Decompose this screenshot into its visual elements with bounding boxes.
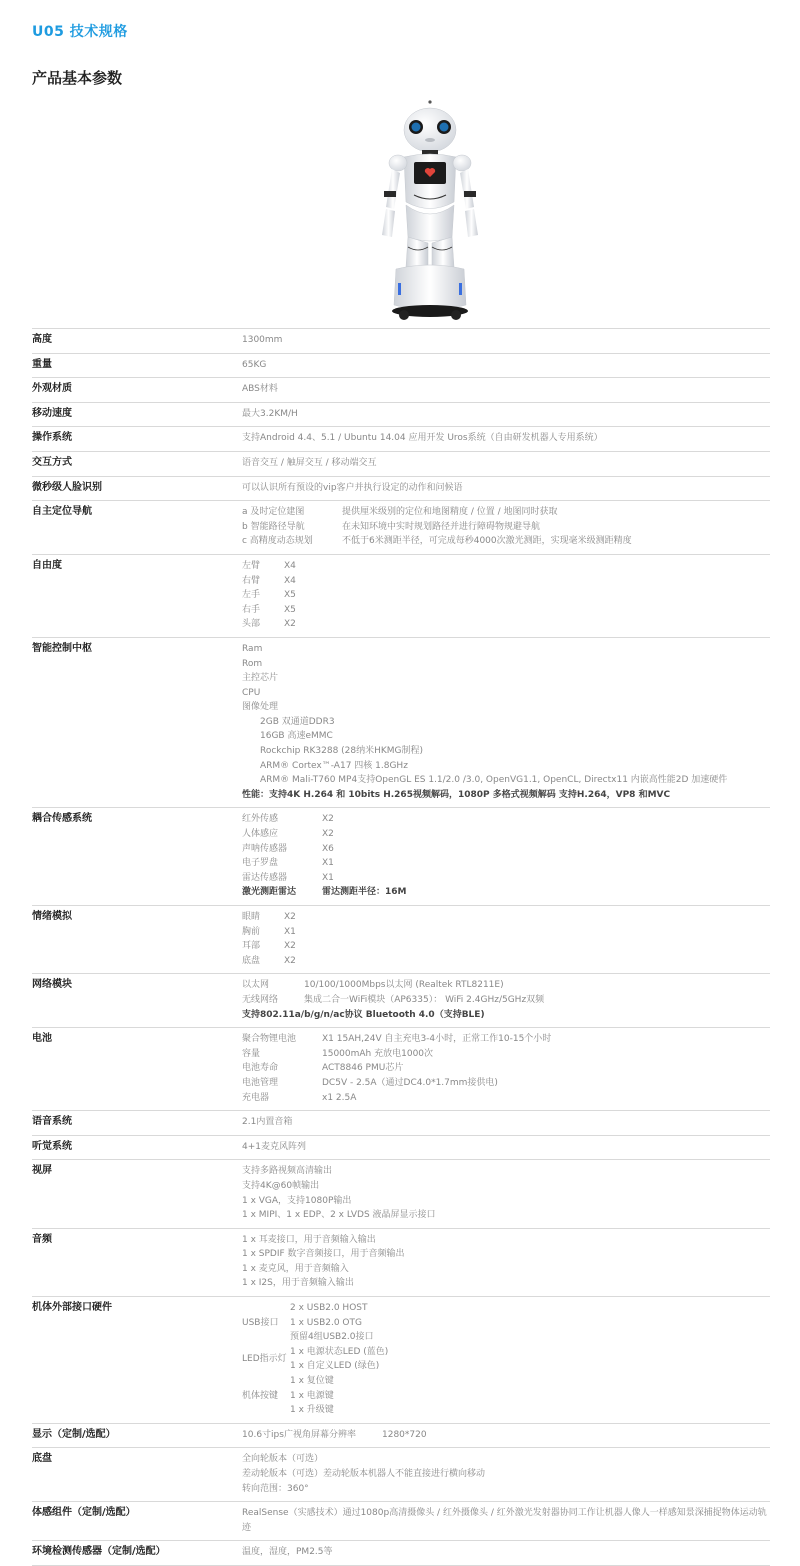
spec-line: 1 x SPDIF 数字音频接口，用于音频输出 (242, 1249, 405, 1260)
sub-value: X5 (284, 604, 296, 615)
sub-key: 电池寿命 (242, 1063, 279, 1074)
screen-resolution: 1280*720 (382, 1429, 427, 1440)
spec-label: 耦合传感系统 (32, 808, 242, 906)
spec-label: 微秒级人脸识别 (32, 476, 242, 501)
spec-row-control (32, 637, 770, 808)
sub-value: ARM® Mali-T760 MP4支持OpenGL ES 1.1/2.0 /3.0, OpenVG1.1, OpenCL, Directx11 内嵌高性能2D 加速硬件 (260, 775, 728, 786)
spec-row-face (32, 476, 770, 501)
spec-row-audio (32, 1228, 770, 1296)
sub-value: X2 (284, 912, 296, 922)
spec-label: 语音系统 (32, 1111, 242, 1136)
sub-key: 电子罗盘 (242, 858, 279, 869)
sub-key: 左臂 (242, 560, 261, 571)
sub-value: X1 15AH,24V 自主充电3-4小时，正常工作10-15个小时 (322, 1034, 552, 1045)
spec-label: 操作系统 (32, 427, 242, 452)
spec-label: 电池 (32, 1028, 242, 1111)
spec-label: 智能控制中枢 (32, 637, 242, 808)
spec-value (242, 906, 770, 974)
sub-value: X2 (284, 941, 296, 952)
spec-line: 1 x 麦克风，用于音频输入 (242, 1263, 349, 1274)
spec-line: 1 x MIPI、1 x EDP、2 x LVDS 液晶屏显示接口 (242, 1210, 436, 1221)
port-value: 1 x 电源键 (290, 1390, 334, 1401)
sub-value: DC5V - 2.5A（通过DC4.0*1.7mm接供电) (322, 1077, 498, 1088)
spec-row-hearing (32, 1135, 770, 1160)
port-value: 1 x 电源状态LED (蓝色) (290, 1346, 389, 1357)
sub-key: c 高精度动态规划 (242, 536, 313, 547)
spec-row-interaction (32, 451, 770, 476)
spec-label: 外观材质 (32, 378, 242, 403)
spec-value (242, 637, 770, 808)
spec-value: RealSense（实感技术）通过1080p高清摄像头 / 红外摄像头 / 红外激光发射器协同工作让机器人像人一样感知景深捕捉物体运动轨迹 (242, 1502, 770, 1541)
sub-value: X5 (284, 590, 296, 601)
sub-key: 电池管理 (242, 1077, 279, 1088)
spec-value: 65KG (242, 353, 770, 378)
robot-product-image (342, 97, 462, 325)
spec-line: 支持4K@60帧输出 (242, 1180, 320, 1191)
spec-row-os (32, 427, 770, 452)
spec-table (32, 328, 770, 1566)
sub-key: 激光测距雷达 (242, 887, 297, 898)
spec-value (242, 501, 770, 555)
spec-value (242, 1160, 770, 1228)
spec-line: 转向范围：360° (242, 1483, 309, 1494)
sub-key: 左手 (242, 590, 261, 601)
spec-row-height (32, 329, 770, 354)
sub-key: a 及时定位建图 (242, 507, 305, 518)
sub-value: x1 2.5A (322, 1092, 357, 1103)
spec-value (242, 974, 770, 1028)
sub-value: X1 (322, 858, 334, 869)
sub-key: 眼睛 (242, 912, 261, 922)
sub-key: b 智能路径导航 (242, 521, 305, 532)
sub-key: 头部 (242, 619, 261, 630)
spec-label: 交互方式 (32, 451, 242, 476)
spec-value (242, 808, 770, 906)
spec-row-emotion (32, 906, 770, 974)
spec-row-sensors (32, 808, 770, 906)
sub-key: 耳部 (242, 941, 261, 952)
spec-line: 1 x VGA，支持1080P输出 (242, 1195, 352, 1206)
sub-key: CPU (242, 687, 261, 698)
spec-label: 音频 (32, 1228, 242, 1296)
sub-value: Rockchip RK3288 (28纳米HKMG制程) (260, 746, 424, 757)
spec-row-speed (32, 402, 770, 427)
spec-row-somatic (32, 1502, 770, 1541)
spec-label: 显示（定制/选配） (32, 1423, 242, 1448)
spec-label: 移动速度 (32, 402, 242, 427)
spec-row-screen (32, 1423, 770, 1448)
sub-value: ACT8846 PMU芯片 (322, 1063, 404, 1074)
spec-label: 听觉系统 (32, 1135, 242, 1160)
spec-line: 全向轮版本（可选） (242, 1454, 324, 1465)
spec-label: 高度 (32, 329, 242, 354)
spec-label: 自由度 (32, 554, 242, 637)
port-value: 1 x USB2.0 OTG (290, 1317, 362, 1328)
port-key: LED指示灯 (242, 1354, 287, 1365)
section-title: 产品基本参数 (32, 69, 123, 87)
spec-label: 底盘 (32, 1448, 242, 1502)
sub-key: 图像处理 (242, 702, 279, 713)
sub-key: 容量 (242, 1048, 261, 1059)
sub-value: X1 (322, 872, 334, 883)
sub-key: Rom (242, 658, 263, 669)
sub-value: 不低于6米测距半径，可完成每秒4000次激光测距，实现毫米级测距精度 (342, 536, 632, 547)
page-title: U05 技术规格 (32, 24, 128, 40)
sub-key: 右手 (242, 604, 261, 615)
spec-value: 2.1内置音箱 (242, 1111, 770, 1136)
port-value: 2 x USB2.0 HOST (290, 1303, 368, 1314)
spec-label: 环境检测传感器（定制/选配） (32, 1541, 242, 1566)
sub-key: 主控芯片 (242, 673, 279, 684)
sub-key: 聚合物锂电池 (242, 1034, 297, 1045)
sub-key: 底盘 (242, 955, 261, 966)
sub-value: 在未知环境中实时规划路径并进行障碍物规避导航 (342, 521, 541, 532)
spec-value: 最大3.2KM/H (242, 402, 770, 427)
spec-label: 机体外部接口硬件 (32, 1297, 242, 1424)
spec-value: 可以认识所有预设的vip客户并执行设定的动作和问候语 (242, 476, 770, 501)
spec-label: 自主定位导航 (32, 501, 242, 555)
spec-label: 体感组件（定制/选配） (32, 1502, 242, 1541)
spec-value (242, 1423, 770, 1448)
port-key: 机体按键 (242, 1390, 279, 1401)
performance-note: 性能：支持4K H.264 和 10bits H.265视频解码，1080P 多格式视频解码 支持H.264，VP8 和MVC (242, 789, 671, 800)
sub-value: 提供厘米级别的定位和地图精度 / 位置 / 地图同时获取 (342, 507, 558, 518)
sub-value: ARM® Cortex™-A17 四核 1.8GHz (260, 760, 408, 771)
spec-row-display-out (32, 1160, 770, 1228)
sub-value: 16GB 高速eMMC (260, 731, 333, 742)
sub-value: X2 (284, 955, 296, 966)
sub-value: X4 (284, 575, 296, 586)
spec-value: 支持Android 4.4、5.1 / Ubuntu 14.04 应用开发 Uros系统（自由研发机器人专用系统） (242, 427, 770, 452)
spec-value (242, 554, 770, 637)
sub-value: 雷达测距半径：16M (322, 887, 407, 898)
spec-row-network (32, 974, 770, 1028)
spec-value: 4+1麦克风阵列 (242, 1135, 770, 1160)
spec-label: 视屏 (32, 1160, 242, 1228)
spec-row-ports (32, 1297, 770, 1424)
spec-value: 语音交互 / 触屏交互 / 移动端交互 (242, 451, 770, 476)
spec-line: 1 x 耳麦接口，用于音频输入输出 (242, 1234, 376, 1245)
spec-line: 1 x I2S，用于音频输入输出 (242, 1278, 354, 1289)
spec-line: 支持多路视频高清输出 (242, 1166, 333, 1177)
sub-key: 以太网 (242, 980, 270, 991)
spec-line: 差动轮版本（可选）差动轮版本机器人不能直接进行横向移动 (242, 1469, 486, 1480)
spec-row-chassis (32, 1448, 770, 1502)
spec-value (242, 1448, 770, 1502)
sub-value: X1 (284, 926, 296, 937)
spec-row-battery (32, 1028, 770, 1111)
port-value: 1 x 自定义LED (绿色) (290, 1361, 380, 1372)
spec-row-material (32, 378, 770, 403)
sub-key: 无线网络 (242, 994, 279, 1005)
sub-value: 10/100/1000Mbps以太网 (Realtek RTL8211E) (304, 980, 504, 991)
sub-key: 人体感应 (242, 829, 279, 840)
sub-key: 红外传感 (242, 814, 279, 825)
sub-value: X2 (284, 619, 296, 630)
spec-label: 网络模块 (32, 974, 242, 1028)
sub-value: 15000mAh 充放电1000次 (322, 1048, 434, 1059)
spec-row-dof (32, 554, 770, 637)
sub-value: 2GB 双通道DDR3 (260, 716, 335, 727)
sub-key: Ram (242, 643, 263, 654)
spec-label: 情绪模拟 (32, 906, 242, 974)
port-value: 1 x 升级键 (290, 1405, 334, 1416)
spec-value: 1300mm (242, 329, 770, 354)
spec-row-nav (32, 501, 770, 555)
spec-value: 温度，湿度，PM2.5等 (242, 1541, 770, 1566)
spec-label: 重量 (32, 353, 242, 378)
port-value: 预留4组USB2.0接口 (290, 1332, 374, 1343)
spec-row-voice (32, 1111, 770, 1136)
sub-value: 集成二合一WiFi模块（AP6335）： WiFi 2.4GHz/5GHz双频 (304, 994, 545, 1005)
sub-key: 充电器 (242, 1092, 270, 1103)
spec-row-env (32, 1541, 770, 1566)
spec-value (242, 1228, 770, 1296)
sub-key: 右臂 (242, 575, 261, 586)
sub-value: X4 (284, 560, 296, 571)
sub-value: X6 (322, 843, 334, 854)
spec-value (242, 1028, 770, 1111)
screen-desc: 10.6寸ips广视角屏幕分辨率 (242, 1429, 356, 1440)
sub-value: X2 (322, 814, 334, 825)
spec-row-weight (32, 353, 770, 378)
port-key: USB接口 (242, 1317, 279, 1328)
sub-key: 雷达传感器 (242, 872, 288, 883)
spec-value (242, 1297, 770, 1424)
spec-value: ABS材料 (242, 378, 770, 403)
sub-key: 胸前 (242, 926, 261, 937)
port-value: 1 x 复位键 (290, 1376, 334, 1387)
sub-value: X2 (322, 829, 334, 840)
network-extra: 支持802.11a/b/g/n/ac协议 Bluetooth 4.0（支持BLE) (242, 1009, 485, 1020)
sub-key: 声呐传感器 (242, 843, 288, 854)
